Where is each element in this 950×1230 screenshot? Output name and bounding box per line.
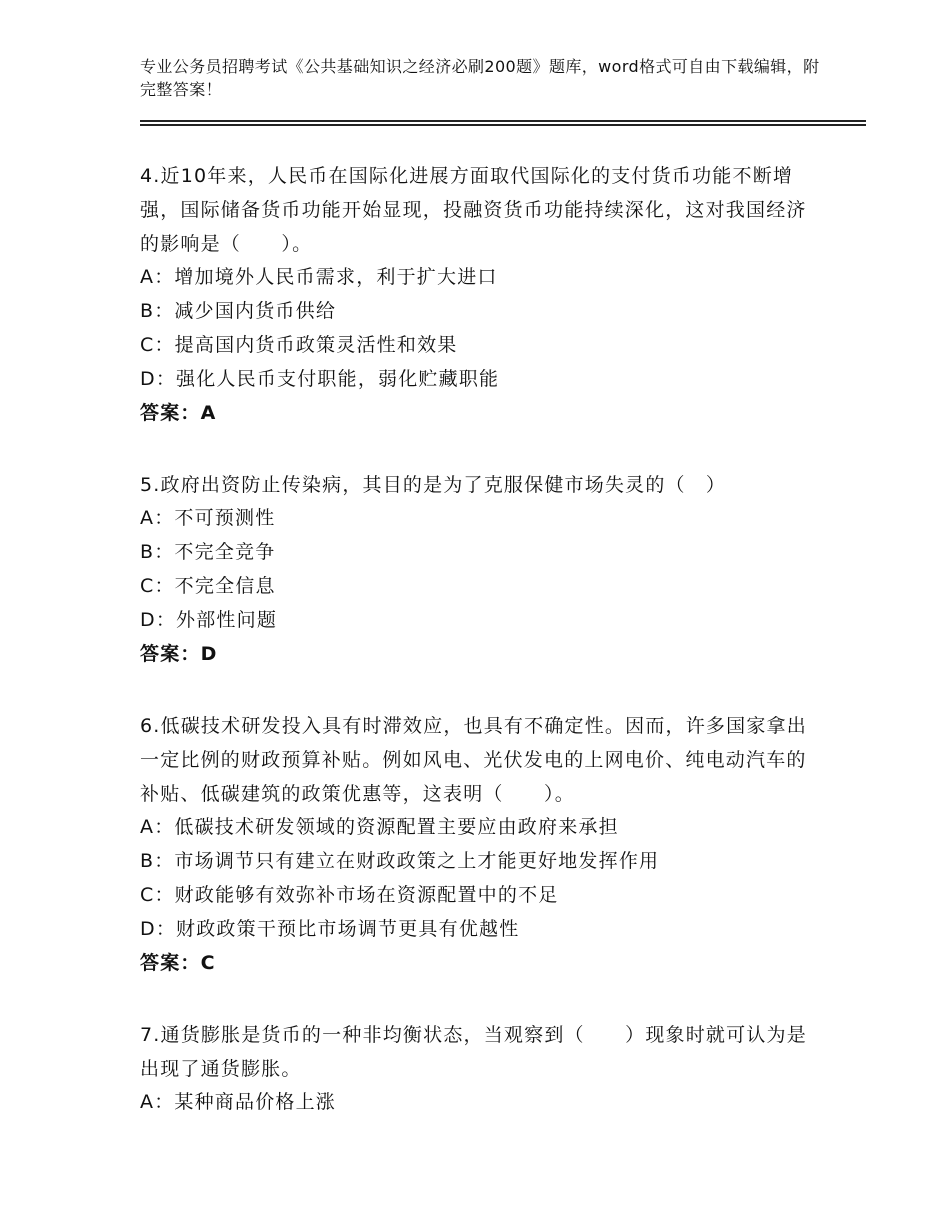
answer-label: 答案：C [140, 952, 216, 974]
option-c: C：不完全信息 [140, 575, 276, 597]
question-5 [140, 468, 820, 671]
option-a: A：低碳技术研发领域的资源配置主要应由政府来承担 [140, 816, 619, 838]
question-4 [140, 159, 820, 430]
option-d: D：强化人民币支付职能，弱化贮藏职能 [140, 368, 500, 390]
option-d: D：财政政策干预比市场调节更具有优越性 [140, 918, 520, 940]
answer-label: 答案：D [140, 643, 218, 665]
question-stem: 4.近10年来，人民币在国际化进展方面取代国际化的支付货币功能不断增强，国际储备货币功能开始显现，投融资货币功能持续深化，这对我国经济的影响是（ ）。 [140, 165, 807, 255]
question-6 [140, 709, 820, 980]
option-b: B：市场调节只有建立在财政政策之上才能更好地发挥作用 [140, 850, 660, 872]
option-a: A：某种商品价格上涨 [140, 1091, 336, 1113]
question-stem: 5.政府出资防止传染病，其目的是为了克服保健市场失灵的（ ） [140, 474, 727, 496]
option-a: A：不可预测性 [140, 507, 276, 529]
question-stem: 6.低碳技术研发投入具有时滞效应，也具有不确定性。因而，许多国家拿出一定比例的财政预算补贴。例如风电、光伏发电的上网电价、纯电动汽车的补贴、低碳建筑的政策优惠等，这表明（ ）。 [140, 715, 807, 805]
header-rule-top [140, 120, 866, 122]
question-stem: 7.通货膨胀是货币的一种非均衡状态，当观察到（ ）现象时就可认为是出现了通货膨胀。 [140, 1024, 807, 1080]
option-c: C：提高国内货币政策灵活性和效果 [140, 334, 458, 356]
document-header: 专业公务员招聘考试《公共基础知识之经济必刷200题》题库，word格式可自由下载编辑，附完整答案！ [140, 57, 820, 99]
option-b: B：不完全竞争 [140, 541, 276, 563]
question-list [140, 159, 820, 1157]
option-c: C：财政能够有效弥补市场在资源配置中的不足 [140, 884, 559, 906]
option-a: A：增加境外人民币需求，利于扩大进口 [140, 266, 498, 288]
option-b: B：减少国内货币供给 [140, 300, 337, 322]
header-rule-bottom [140, 124, 866, 126]
answer-label: 答案：A [140, 402, 217, 424]
option-d: D：外部性问题 [140, 609, 278, 631]
question-7 [140, 1018, 820, 1119]
